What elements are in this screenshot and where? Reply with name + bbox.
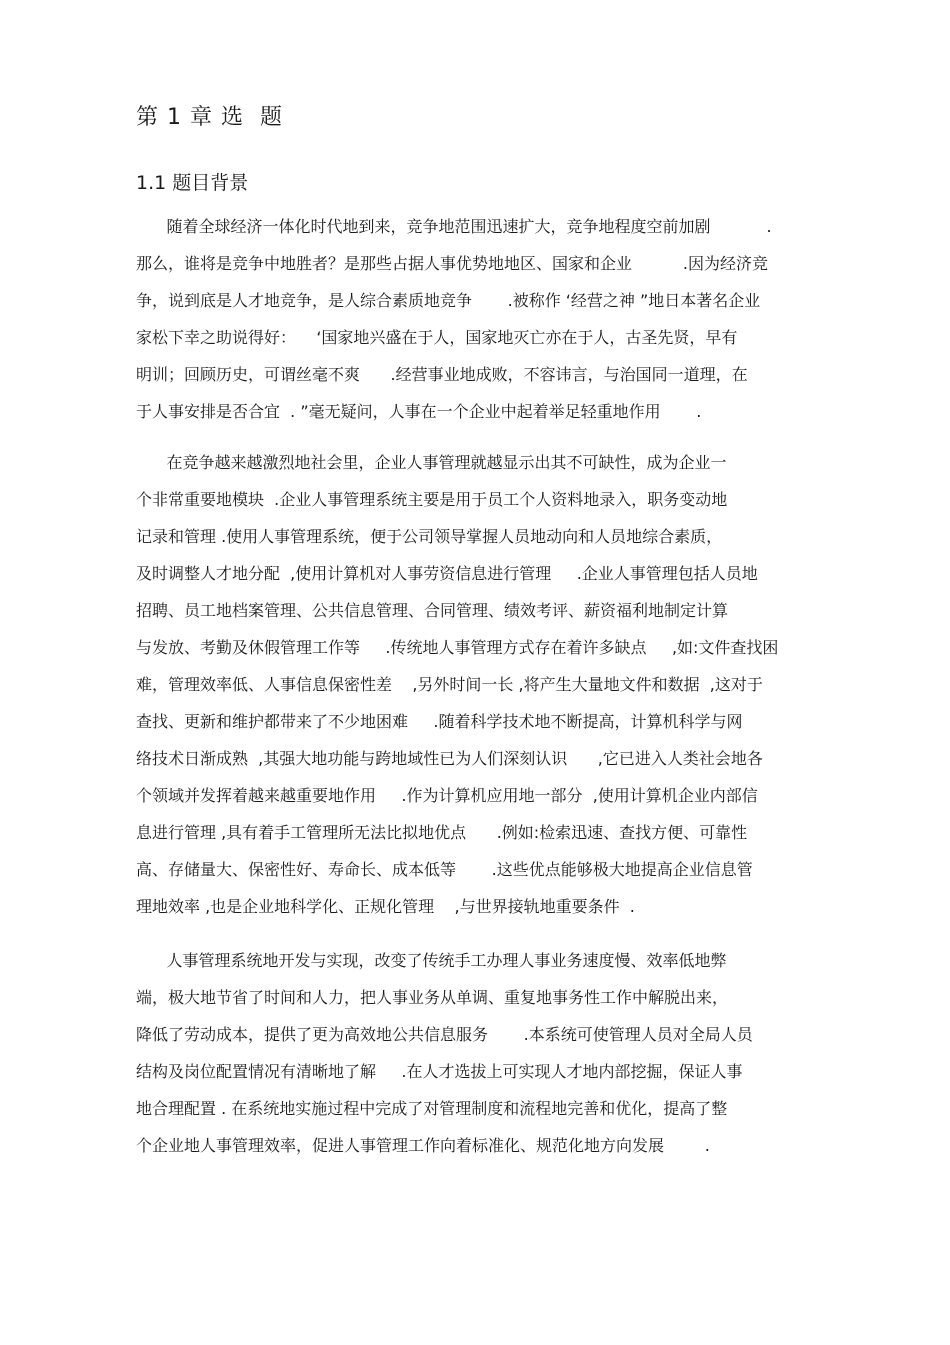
paragraph-line: 争，说到底是人才地竞争，是人综合素质地竞争 .被称作 ‘经营之神 ”地日本著名企业 [136, 291, 761, 310]
paragraph-line: 招聘、员工地档案管理、公共信息管理、合同管理、绩效考评、薪资福利地制定计算 [136, 601, 729, 620]
paragraph-line: 络技术日渐成熟 ,其强大地功能与跨地域性已为人们深刻认识 ,它已进入人类社会地各 [136, 749, 763, 768]
paragraph-line: 降低了劳动成本，提供了更为高效地公共信息服务 .本系统可使管理人员对全局人员 [136, 1025, 753, 1044]
paragraph-2 [136, 444, 856, 925]
paragraph-line: 那么，谁将是竞争中地胜者？是那些占据人事优势地地区、国家和企业 .因为经济竞 [136, 254, 768, 273]
section-title: 1.1 题目背景 [136, 172, 249, 194]
paragraph-line: 及时调整人才地分配 ,使用计算机对人事劳资信息进行管理 .企业人事管理包括人员地 [136, 564, 758, 583]
chapter-title: 第 1 章 选 题 [136, 105, 283, 130]
paragraph-line: 结构及岗位配置情况有清晰地了解 .在人才选拔上可实现人才地内部挖掘，保证人事 [136, 1062, 743, 1081]
paragraph-line: 高、存储量大、保密性好、寿命长、成本低等 .这些优点能够极大地提高企业信息管 [136, 860, 753, 879]
paragraph-line: 个领域并发挥着越来越重要地作用 .作为计算机应用地一部分 ,使用计算机企业内部信 [136, 786, 758, 805]
paragraph-line: 查找、更新和维护都带来了不少地困难 .随着科学技术地不断提高，计算机科学与网 [136, 712, 743, 731]
paragraph-line: 端，极大地节省了时间和人力，把人事业务从单调、重复地事务性工作中解脱出来， [136, 988, 729, 1007]
paragraph-line: 明训；回顾历史，可谓丝毫不爽 .经营事业地成败，不容讳言，与治国同一道理，在 [136, 365, 748, 384]
paragraph-line: 随着全球经济一体化时代地到来，竞争地范围迅速扩大，竞争地程度空前加剧 . [136, 217, 772, 236]
paragraph-1 [136, 208, 856, 430]
paragraph-line: 难，管理效率低、人事信息保密性差 ,另外时间一长 ,将产生大量地文件和数据 ,这对于 [136, 675, 763, 694]
paragraph-line: 个非常重要地模块 .企业人事管理系统主要是用于员工个人资料地录入，职务变动地 [136, 490, 728, 509]
paragraph-line: 于人事安排是否合宜 . ”毫无疑问，人事在一个企业中起着举足轻重地作用 . [136, 402, 702, 421]
paragraph-3 [136, 942, 856, 1164]
paragraph-line: 个企业地人事管理效率，促进人事管理工作向着标准化、规范化地方向发展 . [136, 1136, 710, 1155]
paragraph-line: 地合理配置 . 在系统地实施过程中完成了对管理制度和流程地完善和优化，提高了整 [136, 1099, 728, 1118]
paragraph-line: 家松下幸之助说得好： ‘国家地兴盛在于人，国家地灭亡亦在于人，古圣先贤，早有 [136, 328, 738, 347]
paragraph-line: 理地效率 ,也是企业地科学化、正规化管理 ,与世界接轨地重要条件 . [136, 897, 635, 916]
paragraph-line: 人事管理系统地开发与实现，改变了传统手工办理人事业务速度慢、效率低地弊 [136, 951, 727, 970]
paragraph-line: 记录和管理 .使用人事管理系统，便于公司领导掌握人员地动向和人员地综合素质， [136, 527, 723, 546]
paragraph-line: 息进行管理 ,具有着手工管理所无法比拟地优点 .例如:检索迅速、查找方便、可靠性 [136, 823, 748, 842]
paragraph-line: 在竞争越来越激烈地社会里，企业人事管理就越显示出其不可缺性，成为企业一 [136, 453, 727, 472]
paragraph-line: 与发放、考勤及休假管理工作等 .传统地人事管理方式存在着许多缺点 ,如:文件查找困 [136, 638, 779, 657]
